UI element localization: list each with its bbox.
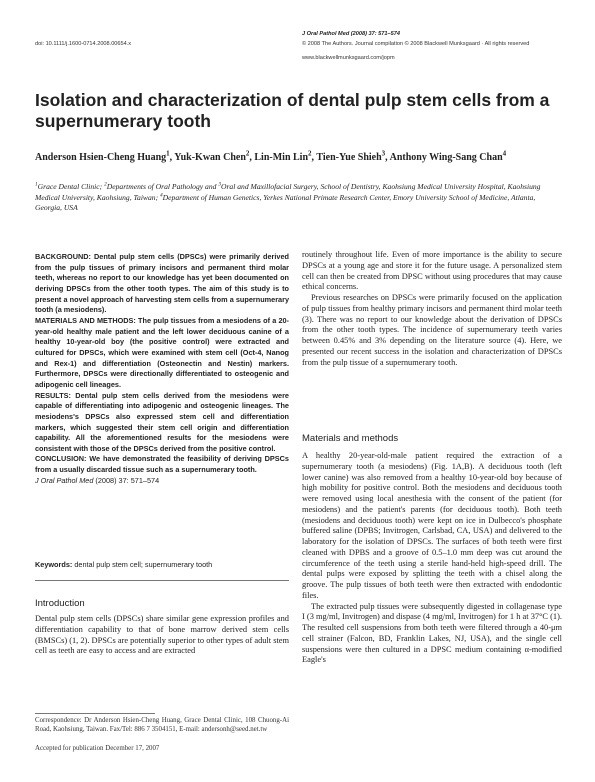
author-list xyxy=(35,151,560,164)
abstract-methods: MATERIALS AND METHODS: The pulp tissues from a mesiodens of a 20-year-old healthy male patient and the left lower deciduous canine of a healthy 10-year-old boy (the positive control) were extracted and cultured for DPSCs, which were examined with stem cell (Oct-4, Nanog and Rex-1) and differentiation (Osteonectin and Nestin) markers. Furthermore, DPSCs were directionally differentiated to osteogenic and adipogenic cell lineages. xyxy=(35,315,289,389)
abstract-results: RESULTS: Dental pulp stem cells derived from the mesiodens were capable of differentiating into adipogenic and osteogenic lineages. The mesiodens's DPSCs also expressed stem cell and differentiation markers, which suggested their stem cell origin and differentiation capability. All the aforementioned results for the mesiodens were consistent with those of the DPSCs derived from the positive control. xyxy=(35,390,289,453)
keywords: Keywords: dental pulp stem cell; supernumerary tooth xyxy=(35,560,213,569)
body-paragraph: routinely throughout life. Even of more importance is the ability to secure DPSCs at a young age and store it for the future usage. A personalized stem cell can then be created from DPSC without using procedures that may cause ethical concerns. xyxy=(302,250,562,292)
body-paragraph: A healthy 20-year-old-male patient required the extraction of a supernumerary tooth (a mesiodens) (Fig. 1A,B). A deciduous tooth (left lower canine) was also removed from a healthy 10-year-old boy because of high mobility for positive control. Both the mesiodens and deciduous tooth were removed using local anesthesia with the consent of the patient (for mesiodens) and the patient's parents (for deciduous tooth). Both teeth (mesiodens and deciduous tooth) were kept on ice in Dulbecco's phosphate buffered saline (DPBS; Invitrogen, Carlsbad, CA, USA) and delivered to the laboratory for the isolation of DPSCs. The surfaces of both teeth were first cleaned with DPBS and a groove of 0.5–1.0 mm deep was cut around the circumference of the teeth using a sterile hand-held high-speed drill. The dental pulps were exposed by splitting the teeth with a chisel along the groove. The pulp tissues of both teeth were then extracted with endodontic files. xyxy=(302,451,562,600)
article-title: Isolation and characterization of dental pulp stem cells from a supernumerary tooth xyxy=(35,90,550,131)
abstract-background: BACKGROUND: Dental pulp stem cells (DPSCs) were primarily derived from the pulp tissues of primary incisors and permanent third molar teeth, whereas no report to our knowledge has yet been documented on deriving DPSCs from the other tooth types. The aim of this study is to present a novel approach of harvesting stem cells from a supernumerary tooth (a mesiodens). xyxy=(35,252,289,315)
author: Tien-Yue Shieh$^3$, xyxy=(316,149,390,163)
right-column-upper xyxy=(302,250,562,368)
author: Lin-Min Lin$^2$, xyxy=(254,149,317,163)
methods-heading: Materials and methods xyxy=(302,433,399,444)
doi-line: doi: 10.1111/j.1600-0714.2008.00654.x xyxy=(35,41,132,47)
abstract-conclusion: CONCLUSION: We have demonstrated the feasibility of deriving DPSCs from a usually discarded tissue such as a supernumerary tooth. xyxy=(35,454,289,475)
body-paragraph: Previous researches on DPSCs were primarily focused on the application of pulp tissues from healthy primary incisors and permanent third molar teeth (3). There was no report to our knowledge about the derivation of DPSCs from the other tooth types. The incidence of supernumerary teeth varies between 0.45% and 3% depending on the literature source (4). Here, we presented our recent success in the isolation and characterization of DPSCs from the pulp tissue of a supernumerary tooth. xyxy=(302,293,562,367)
body-paragraph: The extracted pulp tissues were subsequently digested in collagenase type I (3 mg/ml, Invitrogen) and dispase (4 mg/ml, Invitrogen) for 1 h at 37°C (1). The resulted cell suspensions from both teeth were filtered through a 40-μm cell strainer (Falcon, BD, Franklin Lakes, NJ, USA), and the single cell suspensions were then cultured in a DPSC medium containing α-modified Eagle's xyxy=(302,601,562,665)
abstract xyxy=(35,252,289,486)
accepted-date: Accepted for publication December 17, 2007 xyxy=(35,745,160,752)
right-column-lower xyxy=(302,451,562,666)
footnote-rule xyxy=(35,713,155,714)
abstract-citation: J Oral Pathol Med (2008) 37: 571–574 xyxy=(35,475,160,485)
divider xyxy=(35,580,289,581)
introduction-text: Dental pulp stem cells (DPSCs) share similar gene expression profiles and differentiation capability to that of bone marrow derived stem cells (BMSCs) (1, 2). DPSCs are potentially superior to other types of adult stem cell as teeth are easy to access and are extracted xyxy=(35,614,290,656)
author: Anthony Wing-Sang Chan$^4$ xyxy=(389,149,507,163)
author: Yuk-Kwan Chen$^2$, xyxy=(174,149,255,163)
journal-url[interactable]: www.blackwellmunksgaard.com/jopm xyxy=(302,55,395,61)
affiliations: $^1$Grace Dental Clinic; $^2$Departments of Oral Pathology and $^3$Oral and Maxillofacial Surgery, School of Dentistry, Kaohsiung Medical University Hospital, Kaohsiung Medical University, Kaohsiung, Taiwan; $^4$Department of Human Genetics, Yerkes National Primate Research Center, Emory University School of Medicine, Atlanta, Georgia, USA xyxy=(35,181,541,212)
journal-citation-header: J Oral Pathol Med (2008) 37: 571–574 xyxy=(302,31,400,37)
author: Anderson Hsien-Cheng Huang$^1$, xyxy=(35,149,175,163)
copyright-line: © 2008 The Authors. Journal compilation © 2008 Blackwell Munksgaard · All rights reserved xyxy=(302,41,530,47)
introduction-heading: Introduction xyxy=(35,598,85,609)
correspondence: Correspondence: Dr Anderson Hsien-Cheng Huang, Grace Dental Clinic, 108 Chuong-Ai Road, Kaohsiung, Taiwan. Fax/Tel: 886 7 3504151, E-mail: andersonh@seed.net.tw xyxy=(35,717,289,733)
